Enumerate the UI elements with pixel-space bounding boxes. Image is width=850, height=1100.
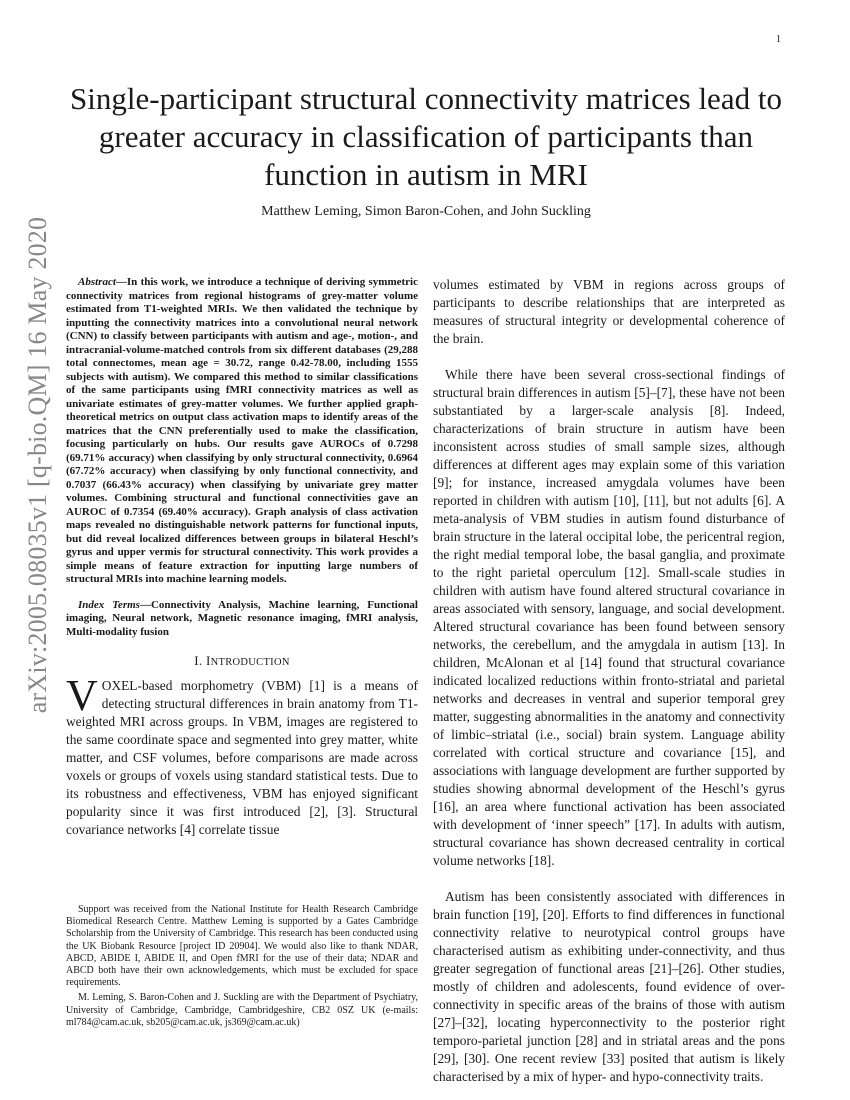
section-title-rest: NTRODUCTION — [210, 657, 290, 668]
page-number: 1 — [776, 34, 781, 45]
index-terms — [66, 599, 418, 640]
index-terms-label: Index Terms — [78, 598, 140, 611]
section-first-letter: I — [205, 653, 211, 668]
abstract-text: —In this work, we introduce a technique of deriving symmetric connectivity matrices from regional histograms of grey-matter volume estimated from T1-weighted MRIs. We then validated the technique by inputting the connectivity matrices into a convolutional neural network (CNN) to classify between participants with autism and age-, motion-, and intracranial-volume-matched controls from six different databases (29,288 total connectomes, mean age = 30.72, range 0.42-78.00, including 1555 subjects with autism). We compared this method to similar classifications of the same participants using fMRI connectivity matrices as well as univariate estimates of grey-matter volumes. We further applied graph-theoretical metrics on output class activation maps to identify areas of the matrices that the CNN preferentially used to make the classification, focusing particularly on hubs. Our results gave AUROCs of 0.7298 (69.71% accuracy) when classifying by only structural connectivity, 0.6964 (67.72% accuracy) when classifying by only functional connectivity, and 0.7037 (66.43% accuracy) when classifying by univariate grey matter volumes. Combining structural and functional connectivities gave an AUROC of 0.7354 (69.40% accuracy). Graph analysis of class activation maps revealed no distinguishable network patterns for functional inputs, but did reveal localized differences between groups in bilateral Heschl’s gyrus and upper vermis for structural connectivity. This work provides a simple means of feature extraction for inputting large numbers of structural MRIs into machine learning models. — [66, 276, 418, 585]
abstract — [66, 276, 418, 587]
left-column — [66, 276, 418, 839]
footnotes — [66, 904, 418, 1029]
section-heading-introduction — [66, 653, 418, 669]
intro-text: -based morphometry (VBM) [1] is a means of detecting structural differences in brain anatomy from T1-weighted MRI across groups. In VBM, images are registered to the same coordinate space and segmented into grey matter, white matter, and CSF volumes, before comparisons are made across voxels or groups of voxels using standard statistical tests. Due to its robustness and effectiveness, VBM has enjoyed significant popularity since it was first introduced [2], [3]. Structural covariance networks [4] correlate tissue — [66, 678, 418, 837]
drop-cap: V — [66, 671, 98, 720]
paper-title: Single-participant structural connectivity matrices lead to greater accuracy in classification of participants than function in autism in MRI — [70, 81, 782, 192]
intro-smallcaps: OXEL — [101, 678, 138, 693]
arxiv-identifier[interactable]: arXiv:2005.08035v1 [q-bio.QM] 16 May 2020 — [23, 216, 52, 714]
footnote-affiliation: M. Leming, S. Baron-Cohen and J. Suckling are with the Department of Psychiatry, University of Cambridge, Cambridge, Cambridgeshire, CB2 0SZ UK (e-mails: ml784@cam.ac.uk, sb205@cam.ac.uk, js369@cam.ac.uk) — [66, 992, 418, 1028]
arxiv-sidebar-stamp — [18, 216, 58, 714]
body-paragraph: Autism has been consistently associated with differences in brain function [19], [20]. Efforts to find differences in functional connectivity relative to neurotypical control groups have characterised autism as exhibiting under-connectivity, and thus greater segregation of functional areas [21]–[26]. Other studies, mostly of children and adolescents, found evidence of over-connectivity in specific areas of the brains of those with autism [27]–[32], locating hyperconnectivity to the posterior right temporo-parietal junction [28] and in striatal areas and the pons [29], [30]. One recent review [33] posited that autism is likely characterised by a mix of hyper- and hypo-connectivity traits. — [433, 889, 785, 1084]
index-terms-text: —Connectivity Analysis, Machine learning, Functional imaging, Neural network, Magnetic resonance imaging, fMRI analysis, Multi-modality fusion — [66, 598, 418, 638]
abstract-label: Abstract — [78, 276, 116, 288]
footnote-support: Support was received from the National Institute for Health Research Cambridge Biomedical Research Centre. Matthew Leming is supported by a Gates Cambridge Scholarship from the University of Cambridge. This research has been conducted using the UK Biobank Resource [project ID 20904]. We would also like to thank NDAR, ABCD, ABIDE I, ABIDE II, and Open fMRI for the use of their data; NDAR and ABCD both have their own acknowledgements, which must be excluded for space requirements. — [66, 904, 418, 989]
body-paragraph: volumes estimated by VBM in regions across groups of participants to describe relationships that are interpreted as measures of structural integrity or developmental coherence of the brain. — [433, 277, 785, 346]
right-column — [433, 276, 785, 1086]
body-paragraph: While there have been several cross-sectional findings of structural brain differences in autism [5]–[7], these have not been substantiated by a larger-scale analysis [8]. Indeed, characterizations of brain structure in autism have been inconsistent across studies of small sample sizes, although differences at different ages may explain some of this variation [9]; for instance, increased amygdala volumes have been reported in children with autism [10], [11], but not adults [6]. A meta-analysis of VBM studies in autism found disturbance of brain structure in the lateral occipital lobe, the pericentral region, the right medial temporal lobe, the basal ganglia, and proximate to the right parietal operculum [12]. Small-scale studies in children with autism have found altered structural covariance in areas associated with sensory, language, and social development. Altered structural covariance has been found between sensory networks, the cerebellum, and the amygdala in autism [13]. In children, McAlonan et al [14] found that structural covariance indicated localized reductions within fronto-striatal and parietal networks and decreases in ventral and superior temporal grey matter, suggesting abnormalities in the anatomy and connectivity of limbic–striatal (i.e., social) brain system. Language ability correlated with cortical structure and covariance [15], and associations with language development are further supported by studies showing abnormal development of the Heschl’s gyrus [16], an area where functional activation has been associated with development of ‘inner speech” [17]. In adults with autism, structural covariance has shown decreased centrality in cortical volume networks [18]. — [433, 367, 785, 868]
intro-paragraph — [66, 671, 418, 839]
section-numeral: I. — [194, 653, 206, 668]
author-list: Matthew Leming, Simon Baron-Cohen, and John Suckling — [261, 204, 591, 219]
